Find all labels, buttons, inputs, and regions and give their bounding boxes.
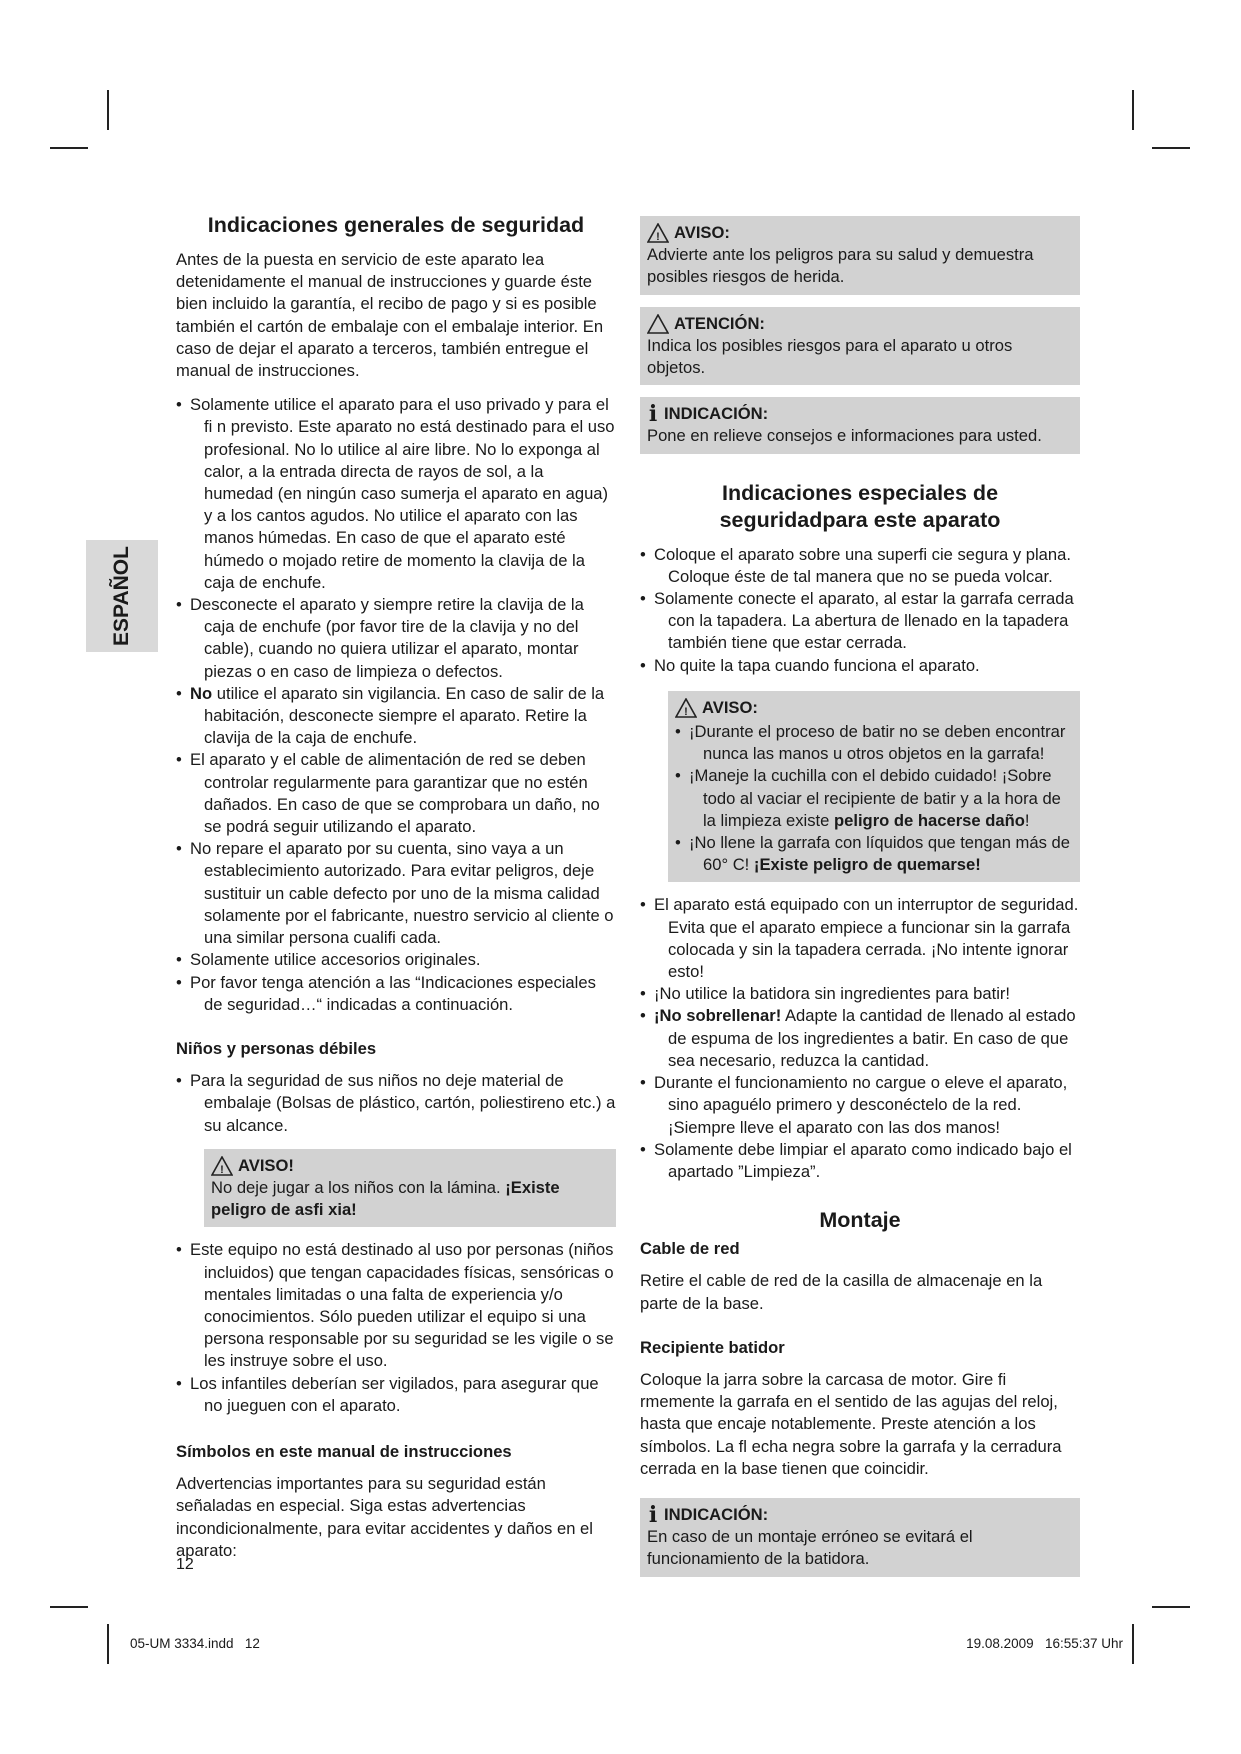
crop-mark xyxy=(50,147,88,149)
crop-mark xyxy=(1152,147,1190,149)
aviso-title: ! AVISO: xyxy=(675,697,1073,719)
atencion-text: Indica los posibles riesgos para el aparato u otros objetos. xyxy=(647,335,1013,378)
list-item: • Durante el funcionamiento no cargue o eleve el aparato, sino apaguélo primero y desconéctelo de la red. ¡Siempre lleve el aparato con las dos manos! xyxy=(640,1072,1080,1139)
warning-triangle-icon xyxy=(675,698,697,718)
list-item: • Solamente conecte el aparato, al estar la garrafa cerrada con la tapadera. La abertura de llenado en la tapadera también tiene que estar cerrada. xyxy=(640,588,1080,655)
list-item: • Los infantiles deberían ser vigilados, para asegurar que no jueguen con el aparato. xyxy=(176,1373,616,1417)
recipiente-paragraph: Coloque la jarra sobre la carcasa de motor. Gire fi rmemente la garrafa en el sentido de las agujas del reloj, hasta que encaje notablemente. Preste atención a los símbolos. La fl echa negra sobre la garrafa y la cerradura cerrada en la base tienen que coincidir. xyxy=(640,1369,1062,1478)
language-label: ESPAÑOL xyxy=(110,546,133,646)
kids-heading: Niños y personas débiles xyxy=(176,1038,377,1058)
warning-title: ! AVISO! xyxy=(211,1155,609,1177)
list-item: • ¡No llene la garrafa con líquidos que tengan más de 60° C! ¡Existe peligro de quemarse! xyxy=(675,832,1073,876)
list-item: • ¡Durante el proceso de batir no se deben encontrar nunca las manos u otros objetos en la garrafa! xyxy=(675,721,1073,765)
aviso-title: ! AVISO: xyxy=(647,222,1073,244)
crop-mark xyxy=(1132,1624,1134,1664)
safety-list xyxy=(176,394,616,1016)
svg-text:!: ! xyxy=(220,1163,224,1176)
list-item: • Este equipo no está destinado al uso por personas (niños incluidos) que tengan capacidades físicas, sensóricas o mentales limitadas o una falta de experiencia y/o conocimientos. Sólo pueden utilizar el equipo si una persona responsable por su seguridad se les vigile o se les instruye sobre el uso. xyxy=(176,1239,616,1372)
list-item: • ¡Maneje la cuchilla con el debido cuidado! ¡Sobre todo al vaciar el recipiente de batir y a la hora de la limpieza existe peligro de hacerse daño! xyxy=(675,765,1073,832)
info-icon: i xyxy=(648,1502,658,1529)
footer-timestamp: 19.08.2009 16:55:37 Uhr xyxy=(966,1636,1123,1651)
svg-text:!: ! xyxy=(684,705,688,718)
info-icon: i xyxy=(648,401,658,428)
special-safety-title: Indicaciones especiales de seguridadpara este aparato xyxy=(719,480,1001,532)
indicacion-title: i INDICACIÓN: xyxy=(648,401,769,428)
indicacion-title: i INDICACIÓN: xyxy=(648,1502,769,1529)
crop-mark xyxy=(107,90,109,130)
intro-paragraph: Antes de la puesta en servicio de este aparato lea detenidamente el manual de instrucciones y guarde éste bien incluido la garantía, el recibo de pago y si es posible también el cartón de embalaje con el embalaje interior. En caso de dejar el aparato a terceros, también entregue el manual de instrucciones. xyxy=(176,250,604,381)
indicacion-text: Pone en relieve consejos e informaciones para usted. xyxy=(647,426,1042,446)
page-number: 12 xyxy=(176,1556,194,1573)
aviso-box-2 xyxy=(668,691,1080,883)
atencion-box xyxy=(640,307,1080,386)
list-item: • Solamente utilice el aparato para el uso privado y para el fi n previsto. Este aparato no está destinado para el uso profesional. No lo utilice al aire libre. No lo exponga al calor, a la entrada directa de rayos de sol, a la humedad (en ningún caso sumerja el aparato en agua) y a los cantos agudos. No utilice el aparato con las manos húmedas. En caso de que el aparato esté húmedo o mojado retire de momento la clavija de la caja de enchufe. xyxy=(176,394,616,594)
list-item: • ¡No utilice la batidora sin ingredientes para batir! xyxy=(640,983,1080,1005)
list-item: • ¡No sobrellenar! Adapte la cantidad de llenado al estado de espuma de los ingredientes a batir. En caso de que sea necesario, reduzca la cantidad. xyxy=(640,1005,1080,1072)
language-tab xyxy=(86,540,158,652)
crop-mark xyxy=(1132,90,1134,130)
crop-mark xyxy=(1152,1606,1190,1608)
special-list xyxy=(640,544,1080,677)
list-item: • Para la seguridad de sus niños no deje material de embalaje (Bolsas de plástico, cartón, poliestireno etc.) a su alcance. xyxy=(176,1070,616,1137)
cable-paragraph: Retire el cable de red de la casilla de almacenaje en la parte de la base. xyxy=(640,1271,1043,1313)
aviso-text: Advierte ante los peligros para su salud y demuestra posibles riesgos de herida. xyxy=(647,245,1034,287)
symbols-paragraph: Advertencias importantes para su seguridad están señaladas en especial. Siga estas advertencias incondicionalmente, para evitar accidentes y daños en el aparato: xyxy=(176,1474,593,1560)
cable-heading: Cable de red xyxy=(640,1239,740,1259)
indicacion-box-2 xyxy=(640,1498,1080,1577)
indicacion-text: En caso de un montaje erróneo se evitará el funcionamiento de la batidora. xyxy=(647,1527,973,1569)
warning-triangle-icon xyxy=(647,223,669,243)
atencion-title: ATENCIÓN: xyxy=(647,313,1073,335)
special-list-2 xyxy=(640,894,1080,1183)
montaje-title: Montaje xyxy=(819,1208,901,1233)
warning-text: No deje jugar a los niños con la lámina. ¡Existe peligro de asfi xia! xyxy=(211,1177,560,1220)
svg-text:!: ! xyxy=(656,231,660,244)
symbols-heading: Símbolos en este manual de instrucciones xyxy=(176,1441,512,1461)
crop-mark xyxy=(107,1624,109,1664)
right-column xyxy=(640,216,1080,1589)
kids-list-2 xyxy=(176,1239,616,1417)
caution-triangle-icon xyxy=(647,314,669,334)
list-item: • El aparato está equipado con un interruptor de seguridad. Evita que el aparato empiece a funcionar sin la garrafa colocada y sin la tapadera cerrada. ¡No intente ignorar esto! xyxy=(640,894,1080,983)
list-item: • No repare el aparato por su cuenta, sino vaya a un establecimiento autorizado. Para evitar peligros, deje sustituir un cable defecto por uno de la misma calidad solamente por el fabricante, nuestro servicio al cliente o una similar persona cualifi cada. xyxy=(176,838,616,949)
aviso-box xyxy=(640,216,1080,295)
list-item: • Por favor tenga atención a las “Indicaciones especiales de seguridad…“ indicadas a continuación. xyxy=(176,972,616,1016)
kids-list xyxy=(176,1070,616,1137)
indicacion-box xyxy=(640,397,1080,453)
list-item: • Solamente utilice accesorios originales. xyxy=(176,949,616,971)
list-item: • El aparato y el cable de alimentación de red se deben controlar regularmente para garantizar que no estén dañados. En caso de que se comprobara un daño, no se podrá seguir utilizando el aparato. xyxy=(176,749,616,838)
warning-triangle-icon xyxy=(211,1156,233,1176)
footer-file: 05-UM 3334.indd 12 xyxy=(130,1636,260,1651)
aviso-list xyxy=(675,721,1073,876)
list-item: • Solamente debe limpiar el aparato como indicado bajo el apartado ”Limpieza”. xyxy=(640,1139,1080,1183)
crop-mark xyxy=(50,1606,88,1608)
recipiente-heading: Recipiente batidor xyxy=(640,1337,785,1357)
left-column xyxy=(176,212,616,1562)
list-item: • No utilice el aparato sin vigilancia. En caso de salir de la habitación, desconecte siempre el aparato. Retire la clavija de la caja de enchufe. xyxy=(176,683,616,750)
list-item: • Coloque el aparato sobre una superfi cie segura y plana. Coloque éste de tal manera que no se pueda volcar. xyxy=(640,544,1080,588)
kids-warning-box xyxy=(204,1149,616,1228)
list-item: • No quite la tapa cuando funciona el aparato. xyxy=(640,655,1080,677)
general-safety-title: Indicaciones generales de seguridad xyxy=(207,213,585,237)
list-item: • Desconecte el aparato y siempre retire la clavija de la caja de enchufe (por favor tire de la clavija y no del cable), cuando no quiera utilizar el aparato, montar piezas o en caso de limpieza o defectos. xyxy=(176,594,616,683)
